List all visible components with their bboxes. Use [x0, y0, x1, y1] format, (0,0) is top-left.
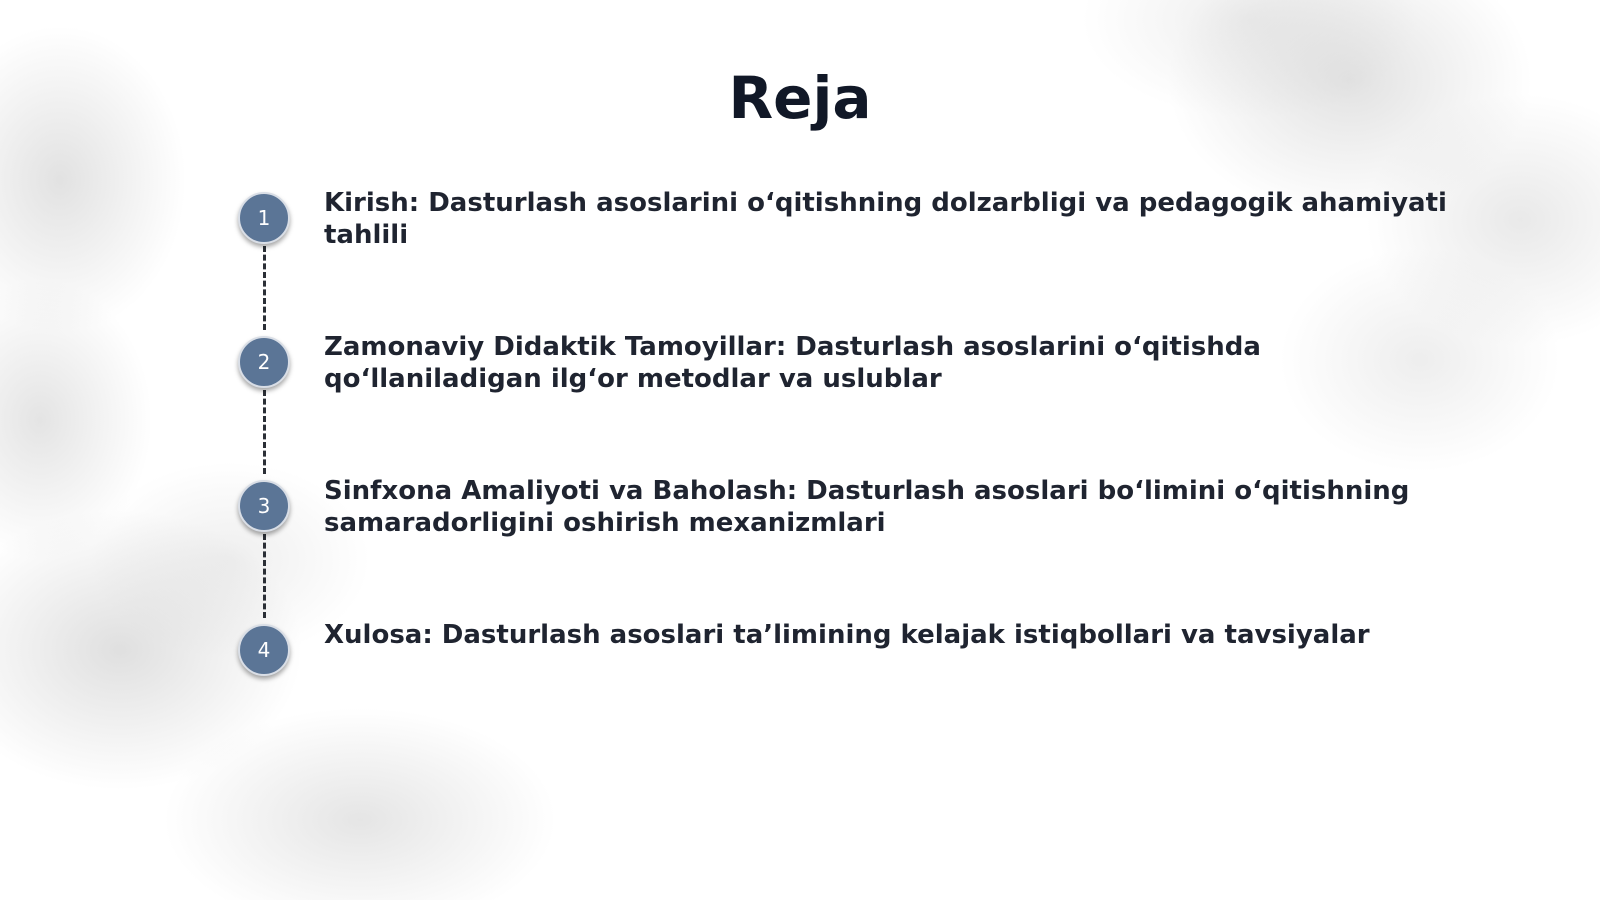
step-number-badge: 3 — [238, 480, 290, 532]
step-number-badge: 1 — [238, 192, 290, 244]
agenda-item-text: Kirish: Dasturlash asoslarini o‘qitishning dolzarbligi va pedagogik ahamiyati tahlili — [324, 188, 1447, 250]
timeline-connector — [263, 390, 266, 474]
timeline-connector — [263, 246, 266, 330]
agenda-item-text: Xulosa: Dasturlash asoslari ta’limining kelajak istiqbollari va tavsiyalar — [324, 620, 1370, 650]
slide-title: Reja — [728, 64, 872, 132]
agenda-item-text: Sinfxona Amaliyoti va Baholash: Dasturlash asoslari bo‘limini o‘qitishning samaradorligini oshirish mexanizmlari — [324, 476, 1410, 538]
step-number-badge: 2 — [238, 336, 290, 388]
agenda-item-text: Zamonaviy Didaktik Tamoyillar: Dasturlash asoslarini o‘qitishda qo‘llaniladigan ilg‘or metodlar va uslublar — [324, 332, 1261, 394]
timeline-connector — [263, 534, 266, 618]
step-number-badge: 4 — [238, 624, 290, 676]
